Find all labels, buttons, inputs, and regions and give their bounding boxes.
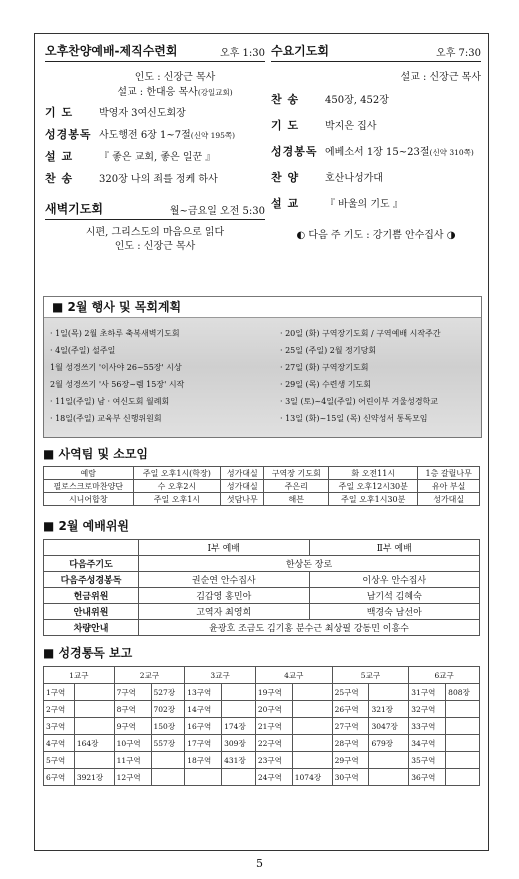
table-row <box>44 572 480 588</box>
event-item: · 3일 (토)~4일(주일) 어린이부 겨울성경학교 <box>280 397 439 406</box>
cell: 1교구 <box>44 667 115 684</box>
events-panel <box>43 296 482 438</box>
cell: 주일 오후1시 <box>133 493 221 506</box>
cell: 3교구 <box>185 667 256 684</box>
cell <box>74 718 114 735</box>
cell: 2구역 <box>44 701 75 718</box>
row-value: 『 좋은 교회, 좋은 일꾼 』 <box>99 152 216 163</box>
cell: 고역자 최영희 <box>139 604 310 620</box>
event-item: · 13일 (화)~15일 (목) 신약성서 통독모임 <box>280 414 428 423</box>
cell: 12구역 <box>114 769 151 786</box>
cell <box>292 684 332 701</box>
worship-table <box>43 539 480 636</box>
row-value: 박지은 집사 <box>325 121 377 132</box>
cell: 21구역 <box>255 718 292 735</box>
cell: 31구역 <box>409 684 446 701</box>
row-value: 320장 나의 죄를 정케 하사 <box>99 174 218 185</box>
cell: 시니어합창 <box>44 493 134 506</box>
cell: 557장 <box>151 735 185 752</box>
cell: 다음주성경봉독 <box>44 572 139 588</box>
cell <box>151 752 185 769</box>
cell: 필로스크로마찬양단 <box>44 480 134 493</box>
dawn-header <box>45 200 265 220</box>
table-row <box>44 769 480 786</box>
afternoon-lead: 인도 : 신장근 목사 <box>134 72 216 83</box>
cell: 17구역 <box>185 735 222 752</box>
cell: 1074장 <box>292 769 332 786</box>
cell: 34구역 <box>409 735 446 752</box>
cell <box>222 701 256 718</box>
event-item: · 20일 (화) 구역장기도회 / 구역예배 시작주간 <box>280 329 441 338</box>
cell: 주은리 <box>264 480 329 493</box>
wednesday-service <box>271 42 481 243</box>
cell: 174장 <box>222 718 256 735</box>
cell: 28구역 <box>332 735 369 752</box>
cell <box>74 752 114 769</box>
cell: 3921장 <box>74 769 114 786</box>
ministry-title: ■ 사역팀 및 소모임 <box>43 447 149 461</box>
table-row <box>44 467 480 480</box>
cell: 24구역 <box>255 769 292 786</box>
ministry-table <box>43 466 480 506</box>
dawn-title: 새벽기도회 <box>45 202 103 216</box>
table-row <box>44 752 480 769</box>
cell: 화 오전11시 <box>329 467 418 480</box>
cell: 32구역 <box>409 701 446 718</box>
table-row <box>44 620 480 636</box>
page-number: 5 <box>256 857 263 870</box>
cell: 35구역 <box>409 752 446 769</box>
cell: 성가대실 <box>418 493 480 506</box>
cell: 4교구 <box>255 667 332 684</box>
bible-body <box>44 684 480 786</box>
row-key: 기 도 <box>45 106 74 119</box>
cell: 주일 오후12시30분 <box>329 480 418 493</box>
wednesday-time: 오후 7:30 <box>436 48 481 59</box>
afternoon-row <box>45 148 265 164</box>
row-key: 찬 양 <box>271 171 300 184</box>
afternoon-row <box>45 170 265 186</box>
event-item: · 29일 (목) 수련생 기도회 <box>280 380 371 389</box>
cell <box>369 769 409 786</box>
cell <box>292 701 332 718</box>
wednesday-row <box>271 117 481 133</box>
cell: 20구역 <box>255 701 292 718</box>
cell: 예람 <box>44 467 134 480</box>
event-item: · 18일(주일) 교육부 신행위원회 <box>50 414 162 423</box>
afternoon-row <box>45 126 265 142</box>
cell: 27구역 <box>332 718 369 735</box>
afternoon-header <box>45 42 265 62</box>
cell: 5교구 <box>332 667 409 684</box>
cell: 25구역 <box>332 684 369 701</box>
cell <box>74 684 114 701</box>
event-item: · 4일(주일) 설주일 <box>50 346 116 355</box>
table-row <box>44 684 480 701</box>
row-key: 성경봉독 <box>271 145 318 158</box>
row-value: 450장, 452장 <box>325 95 389 106</box>
cell: 29구역 <box>332 752 369 769</box>
cell <box>446 735 480 752</box>
cell: 6교구 <box>409 667 480 684</box>
cell: 남기석 김혜숙 <box>309 588 480 604</box>
cell <box>446 752 480 769</box>
cell: 주일 오후1시30분 <box>329 493 418 506</box>
cell: 23구역 <box>255 752 292 769</box>
cell: 차량안내 <box>44 620 139 636</box>
row-value: 사도행전 6장 1~7절 <box>99 130 191 141</box>
table-row <box>44 556 480 572</box>
cell: 164장 <box>74 735 114 752</box>
afternoon-title: 오후찬양예배-제직수련회 <box>45 44 178 58</box>
event-item: · 1일(목) 2월 초하루 축복새벽기도회 <box>50 329 180 338</box>
cell: 이상우 안수집사 <box>309 572 480 588</box>
cell: 6구역 <box>44 769 75 786</box>
cell: 헌금위원 <box>44 588 139 604</box>
events-left <box>50 325 184 427</box>
event-item: 1월 성경쓰기 '이사야 26~55장' 시상 <box>50 363 182 372</box>
table-row <box>44 718 480 735</box>
wednesday-row <box>271 169 481 185</box>
cell: 30구역 <box>332 769 369 786</box>
afternoon-time: 오후 1:30 <box>220 48 265 59</box>
cell: 13구역 <box>185 684 222 701</box>
event-item: 2월 성경쓰기 '사 56장~렘 15장' 시작 <box>50 380 185 389</box>
cell: 1구역 <box>44 684 75 701</box>
cell: 26구역 <box>332 701 369 718</box>
bible-title: ■ 성경통독 보고 <box>43 646 133 660</box>
row-value: 박영자 3여신도회장 <box>99 108 186 119</box>
cell: 19구역 <box>255 684 292 701</box>
table-row <box>44 604 480 620</box>
cell: 321장 <box>369 701 409 718</box>
afternoon-sermon <box>45 83 265 98</box>
cell <box>151 769 185 786</box>
cell <box>292 752 332 769</box>
cell <box>292 735 332 752</box>
cell <box>44 540 139 556</box>
event-item: · 11일(주일) 남 · 여신도회 월례회 <box>50 397 170 406</box>
wednesday-sermon: 설교 : 신장근 목사 <box>400 72 481 83</box>
event-item: · 25일 (주일) 2월 정기당회 <box>280 346 377 355</box>
cell: 안내위원 <box>44 604 139 620</box>
cell: 유아 부실 <box>418 480 480 493</box>
wednesday-row <box>271 143 481 159</box>
cell: 22구역 <box>255 735 292 752</box>
cell <box>222 684 256 701</box>
cell <box>222 769 256 786</box>
cell: 한상돈 장로 <box>139 556 480 572</box>
cell <box>446 769 480 786</box>
table-row <box>44 540 480 556</box>
cell: 백경숙 남선아 <box>309 604 480 620</box>
cell: 윤광호 조금도 김기홍 분수근 최상필 강동민 이흥수 <box>139 620 480 636</box>
cell: 3구역 <box>44 718 75 735</box>
cell: 309장 <box>222 735 256 752</box>
row-value: 호산나성가대 <box>325 173 383 184</box>
cell: 5구역 <box>44 752 75 769</box>
cell: 150장 <box>151 718 185 735</box>
bulletin-page <box>34 33 489 851</box>
cell: 679장 <box>369 735 409 752</box>
cell: 주일 오후1시(학장) <box>133 467 221 480</box>
cell: Ⅱ부 예배 <box>309 540 480 556</box>
cell: 구역장 기도회 <box>264 467 329 480</box>
afternoon-sermon-note: (강일교회) <box>197 88 233 97</box>
cell: 36구역 <box>409 769 446 786</box>
afternoon-service <box>45 42 265 254</box>
row-key: 성경봉독 <box>45 128 92 141</box>
table-row <box>44 667 480 684</box>
row-key: 찬 송 <box>45 172 74 185</box>
cell: 9구역 <box>114 718 151 735</box>
cell: 다음주기도 <box>44 556 139 572</box>
row-note: (신약 310쪽) <box>429 148 474 157</box>
afternoon-row <box>45 104 265 120</box>
cell: 권순연 안수집사 <box>139 572 310 588</box>
dawn-line2: 인도 : 신장근 목사 <box>114 241 196 252</box>
event-item: · 27일 (화) 구역장기도회 <box>280 363 369 372</box>
cell <box>74 701 114 718</box>
row-value: 에베소서 1장 15~23절 <box>325 147 430 158</box>
cell: 808장 <box>446 684 480 701</box>
row-value: 『 바울의 기도 』 <box>325 199 403 210</box>
cell: 2교구 <box>114 667 185 684</box>
cell: 8구역 <box>114 701 151 718</box>
row-key: 찬 송 <box>271 93 300 106</box>
cell: 18구역 <box>185 752 222 769</box>
cell: 33구역 <box>409 718 446 735</box>
wednesday-header <box>271 42 481 62</box>
cell: 해븐 <box>264 493 329 506</box>
cell: 14구역 <box>185 701 222 718</box>
wednesday-row <box>271 195 481 211</box>
cell <box>292 718 332 735</box>
cell: 성가대실 <box>221 467 264 480</box>
cell: 김갑영 홍민아 <box>139 588 310 604</box>
cell: 4구역 <box>44 735 75 752</box>
cell <box>185 769 222 786</box>
next-prayer: ◐ 다음 주 기도 : 강기쁨 안수집사 ◑ <box>296 230 456 241</box>
cell: 수 오후2시 <box>133 480 221 493</box>
table-row <box>44 480 480 493</box>
table-row <box>44 701 480 718</box>
afternoon-sermon-text: 설교 : 한대응 목사 <box>117 87 198 98</box>
cell: 431장 <box>222 752 256 769</box>
table-row <box>44 588 480 604</box>
cell: 16구역 <box>185 718 222 735</box>
dawn-line1: 시편, 그리스도의 마음으로 읽다 <box>85 227 225 238</box>
table-row <box>44 493 480 506</box>
events-right <box>280 325 441 427</box>
cell <box>369 684 409 701</box>
table-row <box>44 735 480 752</box>
row-note: (신약 195쪽) <box>190 131 236 140</box>
cell: 성가대실 <box>221 480 264 493</box>
worship-title: ■ 2월 예배위원 <box>43 519 130 533</box>
cell <box>369 752 409 769</box>
cell: 1층 갈릴나무 <box>418 467 480 480</box>
cell <box>446 718 480 735</box>
bible-table <box>43 666 480 786</box>
cell: 527장 <box>151 684 185 701</box>
row-key: 설 교 <box>271 197 300 210</box>
cell: 10구역 <box>114 735 151 752</box>
row-key: 기 도 <box>271 119 300 132</box>
cell: 7구역 <box>114 684 151 701</box>
cell: Ⅰ부 예배 <box>139 540 310 556</box>
wednesday-row <box>271 91 481 107</box>
events-title: ■ 2월 행사 및 목회계획 <box>44 297 481 318</box>
row-key: 설 교 <box>45 150 74 163</box>
wednesday-title: 수요기도회 <box>271 44 329 58</box>
cell: 11구역 <box>114 752 151 769</box>
cell <box>446 701 480 718</box>
cell: 702장 <box>151 701 185 718</box>
cell: 3047장 <box>369 718 409 735</box>
cell: 섯담나무 <box>221 493 264 506</box>
dawn-time: 월~금요일 오전 5:30 <box>169 206 265 217</box>
